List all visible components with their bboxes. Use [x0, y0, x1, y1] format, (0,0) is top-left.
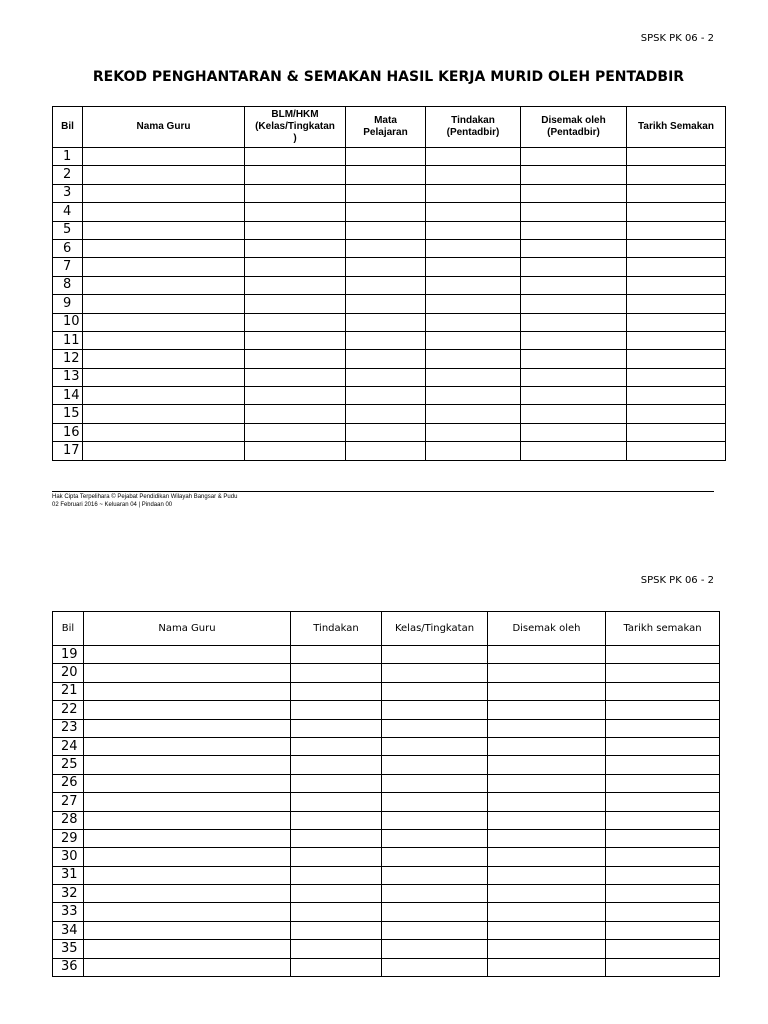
blank-cell[interactable]: [606, 682, 720, 700]
blank-cell[interactable]: [606, 958, 720, 976]
row-number: 36: [53, 958, 84, 976]
blank-cell[interactable]: [382, 664, 488, 682]
blank-cell[interactable]: [521, 350, 627, 368]
blank-cell[interactable]: [627, 423, 726, 441]
blank-cell[interactable]: [291, 774, 382, 792]
blank-cell[interactable]: [426, 405, 521, 423]
row-number: 15: [53, 405, 83, 423]
blank-cell[interactable]: [426, 442, 521, 460]
row-number: 8: [53, 276, 83, 294]
blank-cell[interactable]: [606, 701, 720, 719]
blank-cell[interactable]: [627, 350, 726, 368]
blank-cell[interactable]: [382, 921, 488, 939]
footer-divider: [52, 491, 714, 492]
blank-cell[interactable]: [521, 148, 627, 166]
blank-cell[interactable]: [627, 184, 726, 202]
blank-cell[interactable]: [606, 903, 720, 921]
blank-cell[interactable]: [606, 646, 720, 664]
table-row: [53, 239, 726, 257]
blank-cell[interactable]: [521, 313, 627, 331]
blank-cell[interactable]: [83, 239, 245, 257]
blank-cell[interactable]: [521, 387, 627, 405]
table-row: [53, 848, 720, 866]
blank-cell[interactable]: [245, 405, 346, 423]
blank-cell[interactable]: [606, 719, 720, 737]
blank-cell[interactable]: [245, 203, 346, 221]
blank-cell[interactable]: [245, 166, 346, 184]
blank-cell[interactable]: [627, 331, 726, 349]
table-row: [53, 701, 720, 719]
blank-cell[interactable]: [346, 258, 426, 276]
blank-cell[interactable]: [521, 184, 627, 202]
blank-cell[interactable]: [488, 958, 606, 976]
blank-cell[interactable]: [83, 442, 245, 460]
blank-cell[interactable]: [426, 350, 521, 368]
blank-cell[interactable]: [426, 276, 521, 294]
row-number: 26: [53, 774, 84, 792]
blank-cell[interactable]: [606, 866, 720, 884]
blank-cell[interactable]: [521, 423, 627, 441]
blank-cell[interactable]: [84, 719, 291, 737]
blank-cell[interactable]: [488, 811, 606, 829]
blank-cell[interactable]: [84, 921, 291, 939]
row-number: 12: [53, 350, 83, 368]
row-number: 22: [53, 701, 84, 719]
col-header-tarikh-semakan: Tarikh semakan: [606, 612, 720, 646]
blank-cell[interactable]: [606, 921, 720, 939]
blank-cell[interactable]: [83, 387, 245, 405]
blank-cell[interactable]: [488, 682, 606, 700]
blank-cell[interactable]: [382, 811, 488, 829]
table-row: [53, 719, 720, 737]
row-number: 30: [53, 848, 84, 866]
blank-cell[interactable]: [245, 313, 346, 331]
blank-cell[interactable]: [84, 829, 291, 847]
col-header-nama-guru: Nama Guru: [83, 107, 245, 148]
blank-cell[interactable]: [382, 737, 488, 755]
blank-cell[interactable]: [488, 737, 606, 755]
blank-cell[interactable]: [627, 203, 726, 221]
row-number: 16: [53, 423, 83, 441]
row-number: 20: [53, 664, 84, 682]
blank-cell[interactable]: [245, 239, 346, 257]
row-number: 4: [53, 203, 83, 221]
row-number: 3: [53, 184, 83, 202]
blank-cell[interactable]: [521, 203, 627, 221]
blank-cell[interactable]: [627, 221, 726, 239]
table-row: [53, 866, 720, 884]
blank-cell[interactable]: [83, 423, 245, 441]
row-number: 28: [53, 811, 84, 829]
blank-cell[interactable]: [488, 646, 606, 664]
blank-cell[interactable]: [245, 423, 346, 441]
blank-cell[interactable]: [606, 811, 720, 829]
blank-cell[interactable]: [426, 295, 521, 313]
blank-cell[interactable]: [488, 829, 606, 847]
blank-cell[interactable]: [382, 903, 488, 921]
row-number: 14: [53, 387, 83, 405]
blank-cell[interactable]: [382, 885, 488, 903]
blank-cell[interactable]: [426, 184, 521, 202]
table-row: [53, 313, 726, 331]
blank-cell[interactable]: [346, 423, 426, 441]
blank-cell[interactable]: [382, 682, 488, 700]
blank-cell[interactable]: [426, 148, 521, 166]
blank-cell[interactable]: [245, 368, 346, 386]
blank-cell[interactable]: [382, 940, 488, 958]
blank-cell[interactable]: [83, 203, 245, 221]
blank-cell[interactable]: [291, 701, 382, 719]
blank-cell[interactable]: [83, 295, 245, 313]
blank-cell[interactable]: [521, 368, 627, 386]
blank-cell[interactable]: [84, 940, 291, 958]
table-row: [53, 258, 726, 276]
blank-cell[interactable]: [83, 313, 245, 331]
table-row: [53, 903, 720, 921]
row-number: 1: [53, 148, 83, 166]
blank-cell[interactable]: [346, 442, 426, 460]
blank-cell[interactable]: [382, 756, 488, 774]
blank-cell[interactable]: [521, 295, 627, 313]
table-row: [53, 423, 726, 441]
blank-cell[interactable]: [382, 848, 488, 866]
blank-cell[interactable]: [245, 331, 346, 349]
blank-cell[interactable]: [84, 848, 291, 866]
blank-cell[interactable]: [606, 664, 720, 682]
blank-cell[interactable]: [606, 940, 720, 958]
blank-cell[interactable]: [83, 331, 245, 349]
blank-cell[interactable]: [84, 885, 291, 903]
blank-cell[interactable]: [426, 166, 521, 184]
blank-cell[interactable]: [245, 442, 346, 460]
blank-cell[interactable]: [521, 442, 627, 460]
blank-cell[interactable]: [291, 664, 382, 682]
blank-cell[interactable]: [606, 756, 720, 774]
col-header-kelas-tingkatan: Kelas/Tingkatan: [382, 612, 488, 646]
table-row: [53, 940, 720, 958]
blank-cell[interactable]: [488, 848, 606, 866]
blank-cell[interactable]: [291, 848, 382, 866]
blank-cell[interactable]: [291, 958, 382, 976]
blank-cell[interactable]: [627, 368, 726, 386]
blank-cell[interactable]: [521, 276, 627, 294]
blank-cell[interactable]: [382, 701, 488, 719]
table-row: [53, 646, 720, 664]
blank-cell[interactable]: [346, 221, 426, 239]
row-number: 29: [53, 829, 84, 847]
table-row: [53, 387, 726, 405]
blank-cell[interactable]: [488, 866, 606, 884]
blank-cell[interactable]: [84, 646, 291, 664]
blank-cell[interactable]: [245, 258, 346, 276]
blank-cell[interactable]: [346, 184, 426, 202]
row-number: 17: [53, 442, 83, 460]
blank-cell[interactable]: [488, 885, 606, 903]
col-header-mata-pelajaran: Mata Pelajaran: [346, 107, 426, 148]
blank-cell[interactable]: [291, 921, 382, 939]
blank-cell[interactable]: [627, 258, 726, 276]
table-row: [53, 829, 720, 847]
blank-cell[interactable]: [521, 239, 627, 257]
blank-cell[interactable]: [245, 184, 346, 202]
blank-cell[interactable]: [84, 811, 291, 829]
blank-cell[interactable]: [291, 885, 382, 903]
row-number: 25: [53, 756, 84, 774]
blank-cell[interactable]: [346, 148, 426, 166]
blank-cell[interactable]: [627, 239, 726, 257]
blank-cell[interactable]: [346, 203, 426, 221]
blank-cell[interactable]: [488, 701, 606, 719]
blank-cell[interactable]: [426, 221, 521, 239]
blank-cell[interactable]: [521, 221, 627, 239]
table-row: [53, 221, 726, 239]
blank-cell[interactable]: [83, 405, 245, 423]
row-number: 10: [53, 313, 83, 331]
blank-cell[interactable]: [627, 295, 726, 313]
col-header-bil: Bil: [53, 612, 84, 646]
table-row: [53, 756, 720, 774]
row-number: 21: [53, 682, 84, 700]
blank-cell[interactable]: [291, 719, 382, 737]
blank-cell[interactable]: [488, 903, 606, 921]
record-table-2: [52, 611, 720, 977]
row-number: 11: [53, 331, 83, 349]
blank-cell[interactable]: [426, 203, 521, 221]
form-code: SPSK PK 06 - 2: [640, 33, 714, 44]
blank-cell[interactable]: [627, 442, 726, 460]
row-number: 13: [53, 368, 83, 386]
blank-cell[interactable]: [346, 313, 426, 331]
blank-cell[interactable]: [291, 811, 382, 829]
blank-cell[interactable]: [245, 221, 346, 239]
table-row: [53, 295, 726, 313]
row-number: 24: [53, 737, 84, 755]
table-header-row: [53, 107, 726, 148]
blank-cell[interactable]: [83, 148, 245, 166]
blank-cell[interactable]: [382, 866, 488, 884]
blank-cell[interactable]: [84, 903, 291, 921]
table-row: [53, 737, 720, 755]
blank-cell[interactable]: [84, 701, 291, 719]
blank-cell[interactable]: [521, 166, 627, 184]
table-row: [53, 811, 720, 829]
blank-cell[interactable]: [627, 405, 726, 423]
blank-cell[interactable]: [291, 903, 382, 921]
table-row: [53, 921, 720, 939]
blank-cell[interactable]: [83, 166, 245, 184]
table-row: [53, 664, 720, 682]
blank-cell[interactable]: [291, 682, 382, 700]
table-row: [53, 405, 726, 423]
row-number: 19: [53, 646, 84, 664]
blank-cell[interactable]: [382, 829, 488, 847]
blank-cell[interactable]: [346, 387, 426, 405]
row-number: 5: [53, 221, 83, 239]
blank-cell[interactable]: [627, 387, 726, 405]
col-header-tarikh-semakan: Tarikh Semakan: [627, 107, 726, 148]
col-header-disemak-oleh: Disemak oleh (Pentadbir): [521, 107, 627, 148]
blank-cell[interactable]: [346, 405, 426, 423]
blank-cell[interactable]: [488, 940, 606, 958]
blank-cell[interactable]: [606, 829, 720, 847]
blank-cell[interactable]: [83, 368, 245, 386]
table-row: [53, 203, 726, 221]
blank-cell[interactable]: [291, 829, 382, 847]
blank-cell[interactable]: [521, 258, 627, 276]
col-header-nama-guru: Nama Guru: [84, 612, 291, 646]
blank-cell[interactable]: [382, 646, 488, 664]
col-header-tindakan: Tindakan: [291, 612, 382, 646]
table-row: [53, 276, 726, 294]
table-row: [53, 442, 726, 460]
table-row: [53, 350, 726, 368]
blank-cell[interactable]: [291, 737, 382, 755]
blank-cell[interactable]: [83, 276, 245, 294]
blank-cell[interactable]: [346, 239, 426, 257]
blank-cell[interactable]: [488, 921, 606, 939]
blank-cell[interactable]: [382, 793, 488, 811]
blank-cell[interactable]: [84, 737, 291, 755]
table-row: [53, 331, 726, 349]
row-number: 2: [53, 166, 83, 184]
blank-cell[interactable]: [426, 258, 521, 276]
blank-cell[interactable]: [488, 719, 606, 737]
row-number: 27: [53, 793, 84, 811]
blank-cell[interactable]: [245, 387, 346, 405]
blank-cell[interactable]: [426, 423, 521, 441]
blank-cell[interactable]: [488, 756, 606, 774]
blank-cell[interactable]: [426, 331, 521, 349]
col-header-bil: Bil: [53, 107, 83, 148]
blank-cell[interactable]: [84, 682, 291, 700]
row-number: 31: [53, 866, 84, 884]
table-row: [53, 682, 720, 700]
blank-cell[interactable]: [291, 793, 382, 811]
col-header-blm-hkm: BLM/HKM (Kelas/Tingkatan ): [245, 107, 346, 148]
col-header-tindakan: Tindakan (Pentadbir): [426, 107, 521, 148]
row-number: 35: [53, 940, 84, 958]
blank-cell[interactable]: [83, 258, 245, 276]
blank-cell[interactable]: [346, 166, 426, 184]
blank-cell[interactable]: [346, 350, 426, 368]
blank-cell[interactable]: [245, 350, 346, 368]
row-number: 9: [53, 295, 83, 313]
blank-cell[interactable]: [488, 774, 606, 792]
blank-cell[interactable]: [346, 295, 426, 313]
blank-cell[interactable]: [382, 774, 488, 792]
blank-cell[interactable]: [84, 958, 291, 976]
table-row: [53, 885, 720, 903]
blank-cell[interactable]: [606, 885, 720, 903]
table-row: [53, 166, 726, 184]
blank-cell[interactable]: [291, 866, 382, 884]
blank-cell[interactable]: [291, 756, 382, 774]
table-header-row: [53, 612, 720, 646]
blank-cell[interactable]: [83, 221, 245, 239]
blank-cell[interactable]: [606, 737, 720, 755]
blank-cell[interactable]: [606, 774, 720, 792]
record-table-1: [52, 106, 726, 461]
blank-cell[interactable]: [84, 664, 291, 682]
blank-cell[interactable]: [346, 368, 426, 386]
blank-cell[interactable]: [488, 793, 606, 811]
blank-cell[interactable]: [606, 793, 720, 811]
blank-cell[interactable]: [426, 368, 521, 386]
blank-cell[interactable]: [606, 848, 720, 866]
blank-cell[interactable]: [84, 866, 291, 884]
blank-cell[interactable]: [382, 719, 488, 737]
blank-cell[interactable]: [382, 958, 488, 976]
copyright-note: Hak Cipta Terpelihara © Pejabat Pendidikan Wilayah Bangsar & Pudu: [52, 494, 238, 500]
blank-cell[interactable]: [84, 756, 291, 774]
blank-cell[interactable]: [346, 276, 426, 294]
blank-cell[interactable]: [426, 313, 521, 331]
row-number: 34: [53, 921, 84, 939]
page-title: REKOD PENGHANTARAN & SEMAKAN HASIL KERJA MURID OLEH PENTADBIR: [92, 69, 685, 85]
table-row: [53, 148, 726, 166]
table-row: [53, 793, 720, 811]
table-row: [53, 368, 726, 386]
blank-cell[interactable]: [627, 148, 726, 166]
blank-cell[interactable]: [84, 793, 291, 811]
blank-cell[interactable]: [627, 166, 726, 184]
blank-cell[interactable]: [291, 940, 382, 958]
blank-cell[interactable]: [426, 239, 521, 257]
blank-cell[interactable]: [627, 313, 726, 331]
blank-cell[interactable]: [245, 276, 346, 294]
row-number: 33: [53, 903, 84, 921]
blank-cell[interactable]: [521, 405, 627, 423]
blank-cell[interactable]: [291, 646, 382, 664]
blank-cell[interactable]: [84, 774, 291, 792]
row-number: 7: [53, 258, 83, 276]
col-header-disemak-oleh: Disemak oleh: [488, 612, 606, 646]
blank-cell[interactable]: [488, 664, 606, 682]
table-row: [53, 958, 720, 976]
blank-cell[interactable]: [83, 184, 245, 202]
blank-cell[interactable]: [521, 331, 627, 349]
table-row: [53, 774, 720, 792]
form-code: SPSK PK 06 - 2: [640, 575, 714, 586]
blank-cell[interactable]: [346, 331, 426, 349]
blank-cell[interactable]: [426, 387, 521, 405]
blank-cell[interactable]: [245, 148, 346, 166]
blank-cell[interactable]: [627, 276, 726, 294]
blank-cell[interactable]: [83, 350, 245, 368]
row-number: 23: [53, 719, 84, 737]
blank-cell[interactable]: [245, 295, 346, 313]
release-note: 02 Februari 2016 ~ Keluaran 04 | Pindaan 00: [52, 502, 173, 508]
row-number: 32: [53, 885, 84, 903]
row-number: 6: [53, 239, 83, 257]
table-row: [53, 184, 726, 202]
